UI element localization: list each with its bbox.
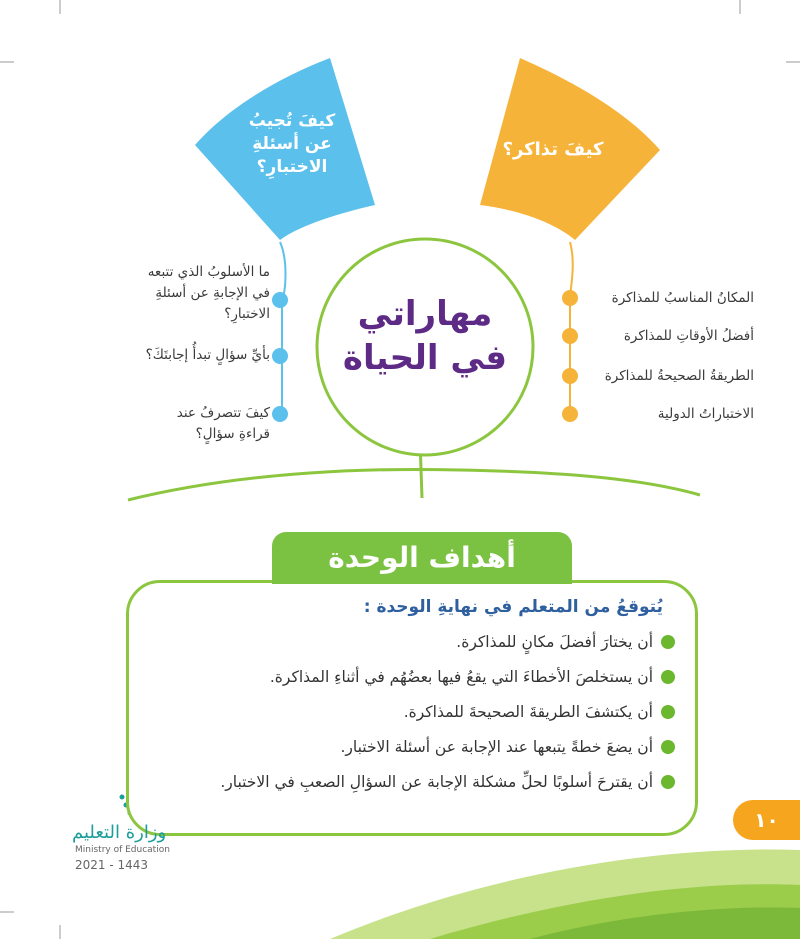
ministry-logo-arabic: وزارة التعليم	[72, 822, 167, 843]
goal-item	[456, 633, 675, 651]
goal-text: أن يكتشفَ الطريقةَ الصحيحةَ للمذاكرة.	[403, 703, 653, 721]
left-petal-line: الاختبارِ؟	[256, 156, 328, 177]
goal-text: أن يختارَ أفضلَ مكانٍ للمذاكرة.	[456, 633, 653, 651]
ministry-logo-english: Ministry of Education	[75, 845, 170, 855]
goal-text: أن يضعَ خطةً يتبعها عند الإجابة عن أسئلة الاختبار.	[340, 738, 653, 756]
goal-text: أن يستخلصَ الأخطاءَ التي يقعُ فيها بعضُهُم في أثناءِ المذاكرة.	[269, 668, 653, 686]
left-petal-text	[232, 110, 352, 179]
left-item-line: قراءةِ سؤالٍ؟	[195, 425, 270, 442]
left-item-3	[110, 403, 270, 445]
goal-text: أن يقترحَ أسلوبًا لحلِّ مشكلة الإجابة عن السؤالِ الصعبِ في الاختبار.	[220, 773, 653, 791]
left-petal-line: عن أسئلةِ	[252, 133, 332, 154]
edition-year: 2021 - 1443	[75, 858, 149, 872]
left-item-line: ما الأسلوبُ الذي تتبعه	[147, 264, 270, 280]
center-title-line: مهاراتي	[357, 294, 493, 334]
goal-bullet-icon	[661, 705, 675, 719]
goal-bullet-icon	[661, 635, 675, 649]
right-item-2: أفضلُ الأوقاتِ للمذاكرة	[623, 328, 754, 344]
center-title	[330, 292, 520, 380]
goal-bullet-icon	[661, 740, 675, 754]
center-title-line: في الحياة	[342, 338, 508, 379]
left-item-line: الاختبارِ؟	[224, 305, 270, 322]
goal-item	[270, 668, 675, 686]
right-petal-text: كيفَ تذاكر؟	[502, 139, 604, 160]
left-item-line: في الإجابةِ عن أسئلةِ	[155, 284, 270, 301]
goal-item	[340, 738, 675, 756]
goal-item	[220, 773, 675, 791]
goals-intro: يُتوقعُ من المتعلم في نهايةِ الوحدة :	[363, 597, 663, 617]
left-bullets	[272, 292, 288, 422]
right-item-1: المكانُ المناسبُ للمذاكرة	[611, 290, 754, 306]
right-item-4: الاختباراتُ الدولية	[657, 406, 754, 422]
goal-item	[404, 703, 675, 721]
goal-bullet-icon	[661, 775, 675, 789]
goal-bullet-icon	[661, 670, 675, 684]
left-petal-line: كيفَ تُجيبُ	[248, 111, 336, 131]
left-item-line: بأيِّ سؤالٍ تبدأُ إجابتَكَ؟	[145, 347, 270, 363]
left-item-2	[110, 345, 270, 366]
left-item-line: كيفَ تتصرفُ عند	[176, 405, 270, 421]
goals-title: أهداف الوحدة	[272, 532, 572, 584]
goals-box	[126, 580, 698, 836]
left-item-1	[110, 262, 270, 325]
right-item-3: الطريقةُ الصحيحةُ للمذاكرة	[604, 368, 754, 384]
page-number: ١٠	[733, 800, 800, 840]
